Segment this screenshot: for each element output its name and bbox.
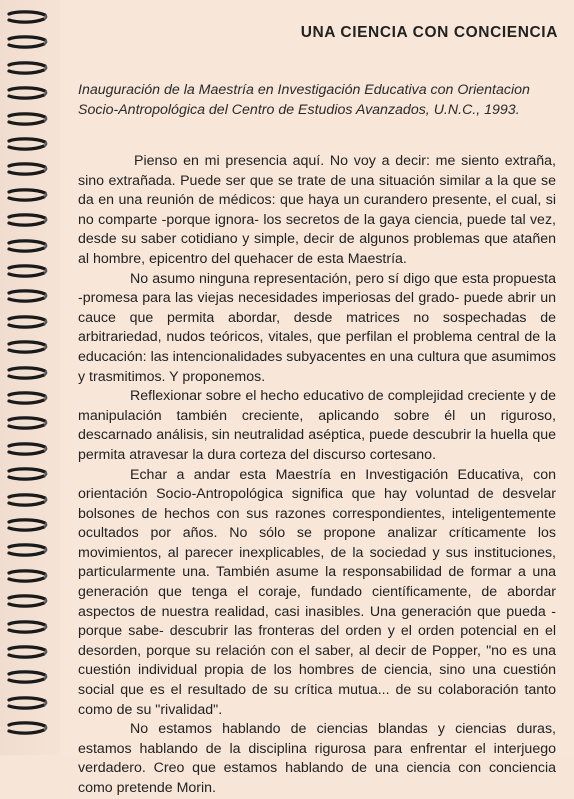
spiral-ring-icon: [6, 518, 48, 531]
spiral-ring-icon: [6, 213, 48, 226]
spiral-ring-icon: [6, 188, 48, 201]
spiral-ring-icon: [6, 264, 48, 277]
spiral-ring-icon: [6, 289, 48, 302]
spiral-ring-icon: [6, 391, 48, 404]
spiral-ring-icon: [6, 645, 48, 658]
spiral-ring-icon: [6, 35, 48, 48]
spiral-ring-icon: [6, 10, 48, 23]
spiral-ring-icon: [6, 366, 48, 379]
spiral-ring-icon: [6, 696, 48, 709]
spiral-ring-icon: [6, 493, 48, 506]
document-subtitle: Inauguración de la Maestría en Investigación Educativa con Orientacion Socio-Antropológica del Centro de Estudios Avanzados, U.N.C., 1993.: [78, 82, 530, 118]
spiral-ring-icon: [6, 61, 48, 74]
paragraph: Echar a andar esta Maestría en Investigación Educativa, con orientación Socio-Antropológica significa que hay voluntad de desvelar bolsones de hechos con sus razones correspondientes, inteligentemente ocultados por años. No sólo se propone analizar críticamente los movimientos, al parecer inexplicables, de la sociedad y sus instituciones, particularmente una. También asume la responsabilidad de formar a una generación que tenga el coraje, fundado científicamente, de abordar aspectos de nuestra realidad, casi inasibles. Una generación que pueda -porque sabe- descubrir las fronteras del orden y el orden potencial en el desorden, porque su relación con el saber, al decir de Popper, "no es una cuestión individual propia de los hombres de ciencia, sino una cuestión social que es el resultado de su crítica mutua... de su colaboración tanto como de su "rivalidad".: [78, 466, 556, 718]
spiral-ring-icon: [6, 569, 48, 582]
paragraph: No estamos hablando de ciencias blandas y ciencias duras, estamos hablando de la disciplina rigurosa para enfrentar el interjuego verdadero. Creo que estamos hablando de una ciencia con conciencia como pretende Morin.: [78, 721, 556, 796]
spiral-ring-icon: [6, 594, 48, 607]
paragraph: Pienso en mi presencia aquí. No voy a decir: me siento extraña, sino extrañada. Puede ser que se trate de una situación similar a la que se da en una reunión de médicos: que haya un curandero presente, el cual, si no comparte -porque ignora- los secretos de la gaya ciencia, puede tal vez, desde su saber cotidiano y simple, decir de algunos problemas que atañen al hombre, epicentro del quehacer de esta Maestría.: [78, 153, 556, 267]
spiral-ring-icon: [6, 416, 48, 429]
spiral-ring-icon: [6, 239, 48, 252]
spiral-ring-icon: [6, 670, 48, 683]
spiral-ring-icon: [6, 137, 48, 150]
spiral-ring-icon: [6, 162, 48, 175]
spiral-ring-icon: [6, 112, 48, 125]
spiral-ring-icon: [6, 721, 48, 734]
spiral-ring-icon: [6, 442, 48, 455]
spiral-ring-icon: [6, 543, 48, 556]
spiral-ring-icon: [6, 315, 48, 328]
spiral-ring-icon: [6, 620, 48, 633]
spiral-ring-icon: [6, 340, 48, 353]
paragraph: No asumo ninguna representación, pero sí digo que esta propuesta -promesa para las viejas necesidades imperiosas del grado- puede abrir un cauce que permita abordar, desde matrices no sospechadas de arbitrariedad, nudos teóricos, vitales, que perfilan el problema central de la educación: las intencionalidades subyacentes en una cultura que asumimos y trasmitimos. Y proponemos.: [78, 270, 556, 385]
paragraph: Reflexionar sobre el hecho educativo de complejidad creciente y de manipulación también creciente, aplicando sobre él un riguroso, descarnado análisis, sin neutralidad aséptica, puede descubrir la huella que permita atravesar la dura corteza del discurso cortesano.: [78, 388, 556, 463]
page-title: UNA CIENCIA CON CONCIENCIA: [300, 24, 558, 41]
spiral-ring-icon: [6, 86, 48, 99]
spiral-binding: [0, 0, 60, 755]
spiral-ring-icon: [6, 467, 48, 480]
document-body: [78, 152, 556, 799]
